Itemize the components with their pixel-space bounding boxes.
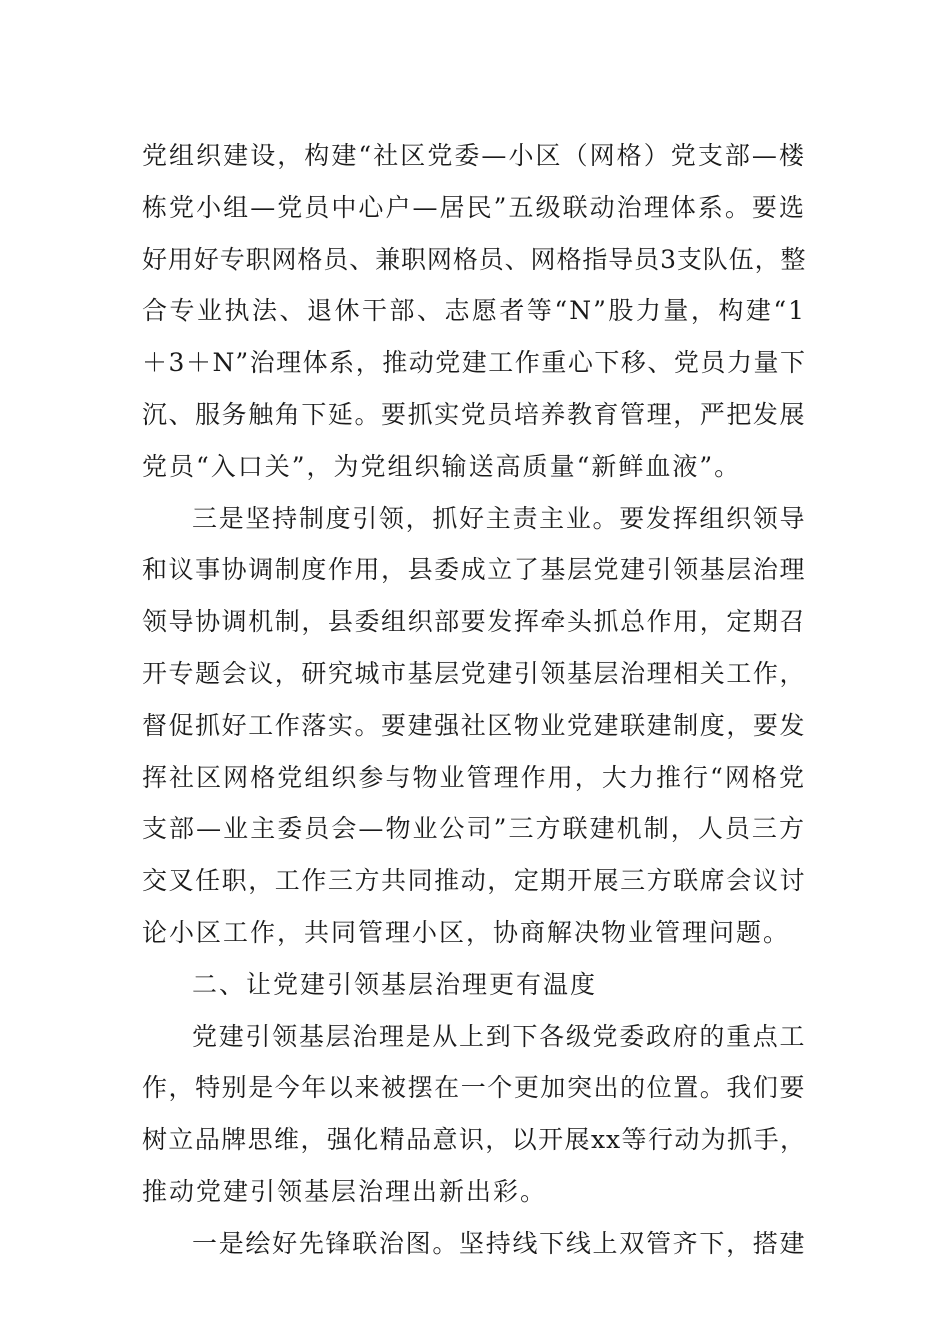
text-line: 开专题会议，研究城市基层党建引领基层治理相关工作， <box>142 658 806 688</box>
text-line: 一是绘好先锋联治图。坚持线下线上双管齐下，搭建 <box>192 1228 806 1258</box>
text-line: ＋3＋N”治理体系，推动党建工作重心下移、党员力量下 <box>142 348 806 378</box>
text-line: 推动党建引领基层治理出新出彩。 <box>142 1176 548 1206</box>
text-line: 党员“入口关”，为党组织输送高质量“新鲜血液”。 <box>142 451 742 481</box>
text-line: 党组织建设，构建“社区党委—小区（网格）党支部—楼 <box>142 141 806 170</box>
text-line: 二、让党建引领基层治理更有温度 <box>192 969 598 999</box>
text-line: 和议事协调制度作用，县委成立了基层党建引领基层治理 <box>142 555 806 585</box>
text-line: 三是坚持制度引领，抓好主责主业。要发挥组织领导 <box>192 503 806 533</box>
text-line: 合专业执法、退休干部、志愿者等“N”股力量，构建“1 <box>142 296 806 326</box>
text-line: 支部—业主委员会—物业公司”三方联建机制，人员三方 <box>142 814 806 844</box>
text-line: 党建引领基层治理是从上到下各级党委政府的重点工 <box>192 1021 806 1051</box>
text-line: 好用好专职网格员、兼职网格员、网格指导员3支队伍，整 <box>142 244 806 274</box>
text-line: 交叉任职，工作三方共同推动，定期开展三方联席会议讨 <box>142 866 806 896</box>
text-line: 督促抓好工作落实。要建强社区物业党建联建制度，要发 <box>142 710 806 740</box>
text-line: 作，特别是今年以来被摆在一个更加突出的位置。我们要 <box>142 1073 806 1103</box>
text-line: 树立品牌思维，强化精品意识，以开展xx等行动为抓手， <box>142 1125 806 1155</box>
document-body <box>142 130 806 1270</box>
text-line: 论小区工作，共同管理小区，协商解决物业管理问题。 <box>142 917 791 947</box>
text-line: 沉、服务触角下延。要抓实党员培养教育管理，严把发展 <box>142 399 806 429</box>
text-line: 挥社区网格党组织参与物业管理作用，大力推行“网格党 <box>142 762 806 792</box>
text-line: 栋党小组—党员中心户—居民”五级联动治理体系。要选 <box>142 192 806 222</box>
text-line: 领导协调机制，县委组织部要发挥牵头抓总作用，定期召 <box>142 607 806 637</box>
